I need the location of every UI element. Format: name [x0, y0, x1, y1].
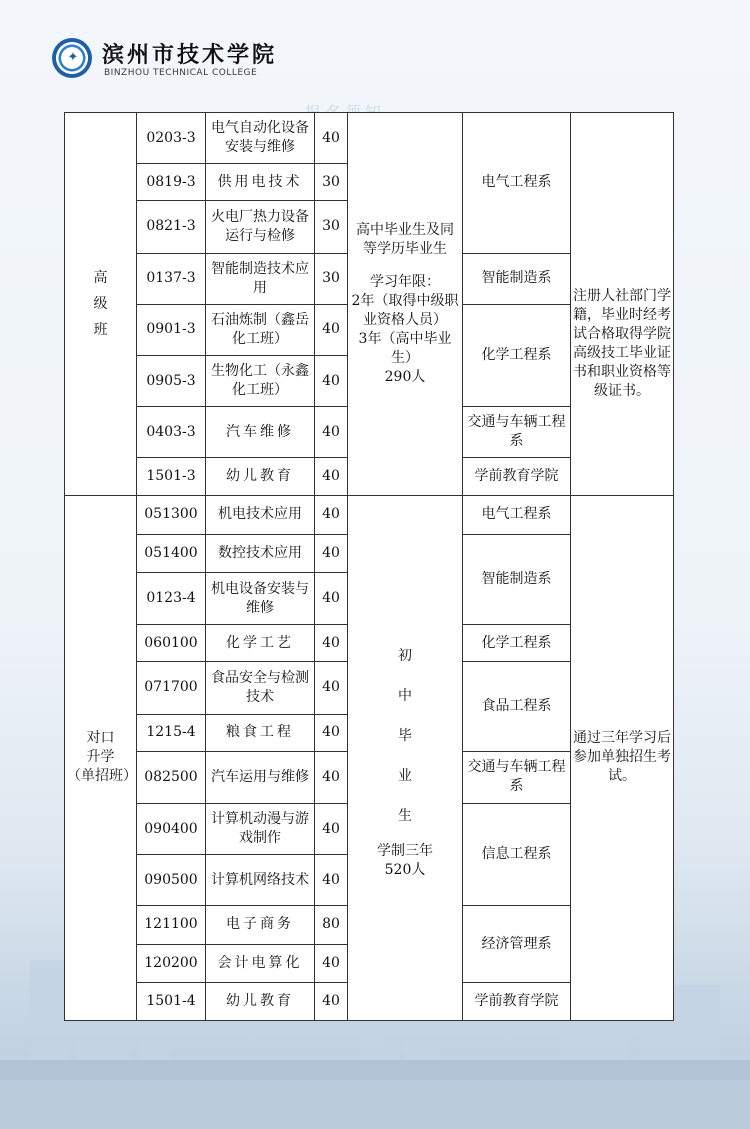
- plan-count: 40: [315, 625, 348, 662]
- school-header: [52, 38, 312, 84]
- major-code: 0403-3: [137, 407, 206, 458]
- major-code: 1215-4: [137, 714, 206, 751]
- major-name: 汽车运用与维修: [206, 751, 315, 803]
- department: 化学工程系: [463, 625, 571, 662]
- major-code: 121100: [137, 906, 206, 944]
- major-name: 生物化工（永鑫化工班）: [206, 356, 315, 407]
- category-cell: 对口 升学 （单招班）: [65, 495, 137, 1020]
- school-name: 滨州市技术学院: [102, 42, 278, 68]
- plan-count: 30: [315, 164, 348, 201]
- major-code: 0901-3: [137, 304, 206, 355]
- major-code: 060100: [137, 625, 206, 662]
- major-code: 1501-3: [137, 458, 206, 495]
- major-name: 数控技术应用: [206, 534, 315, 572]
- department: 交通与车辆工程系: [463, 751, 571, 803]
- table-row: [65, 113, 674, 164]
- department: 学前教育学院: [463, 458, 571, 495]
- major-code: 090400: [137, 803, 206, 854]
- plan-count: 40: [315, 982, 348, 1020]
- major-name: 化学工艺: [206, 625, 315, 662]
- department: 电气工程系: [463, 113, 571, 254]
- major-name: 石油炼制（鑫岳化工班）: [206, 304, 315, 355]
- department: 智能制造系: [463, 253, 571, 304]
- major-name: 会计电算化: [206, 944, 315, 982]
- department: 交通与车辆工程系: [463, 407, 571, 458]
- major-name: 电子商务: [206, 906, 315, 944]
- plan-count: 40: [315, 662, 348, 714]
- major-name: 粮食工程: [206, 714, 315, 751]
- major-code: 0821-3: [137, 201, 206, 253]
- plan-count: 40: [315, 356, 348, 407]
- major-code: 082500: [137, 751, 206, 803]
- major-name: 供用电技术: [206, 164, 315, 201]
- school-name-en: BINZHOU TECHNICAL COLLEGE: [104, 68, 258, 78]
- major-code: 0819-3: [137, 164, 206, 201]
- major-name: 机电设备安装与维修: [206, 572, 315, 624]
- department: 化学工程系: [463, 304, 571, 406]
- remark: 注册人社部门学籍，毕业时经考试合格取得学院高级技工毕业证书和职业资格等级证书。: [571, 113, 674, 496]
- major-code: 090500: [137, 855, 206, 906]
- plan-count: 40: [315, 304, 348, 355]
- major-name: 智能制造技术应用: [206, 253, 315, 304]
- major-code: 0137-3: [137, 253, 206, 304]
- plan-count: 40: [315, 495, 348, 534]
- major-code: 051300: [137, 495, 206, 534]
- plan-count: 40: [315, 572, 348, 624]
- category-cell: 高 级 班: [65, 113, 137, 496]
- department: 电气工程系: [463, 495, 571, 534]
- table-row: [65, 495, 674, 534]
- major-name: 幼儿教育: [206, 982, 315, 1020]
- major-code: 0905-3: [137, 356, 206, 407]
- major-name: 幼儿教育: [206, 458, 315, 495]
- plan-count: 40: [315, 944, 348, 982]
- department: 食品工程系: [463, 662, 571, 751]
- plan-count: 40: [315, 751, 348, 803]
- major-name: 计算机动漫与游戏制作: [206, 803, 315, 854]
- major-name: 火电厂热力设备运行与检修: [206, 201, 315, 253]
- major-name: 食品安全与检测技术: [206, 662, 315, 714]
- enrollment-table: [64, 112, 674, 1021]
- enrollment-table-container: [64, 112, 673, 1021]
- major-code: 051400: [137, 534, 206, 572]
- major-name: 汽车维修: [206, 407, 315, 458]
- plan-count: 30: [315, 253, 348, 304]
- major-code: 1501-4: [137, 982, 206, 1020]
- major-name: 机电技术应用: [206, 495, 315, 534]
- major-code: 0203-3: [137, 113, 206, 164]
- plan-count: 40: [315, 407, 348, 458]
- school-logo-icon: ✦: [52, 38, 92, 78]
- department: 经济管理系: [463, 906, 571, 982]
- major-code: 071700: [137, 662, 206, 714]
- plan-count: 40: [315, 855, 348, 906]
- department: 学前教育学院: [463, 982, 571, 1020]
- admission-requirement: 初 中 毕 业 生 学制三年 520人: [348, 495, 463, 1020]
- major-name: 计算机网络技术: [206, 855, 315, 906]
- plan-count: 40: [315, 458, 348, 495]
- department: 信息工程系: [463, 803, 571, 905]
- remark: 通过三年学习后参加单独招生考试。: [571, 495, 674, 1020]
- plan-count: 40: [315, 714, 348, 751]
- admission-requirement: 高中毕业生及同等学历毕业生 学习年限： 2年（取得中级职业资格人员） 3年（高中毕业生） 290人: [348, 113, 463, 496]
- major-code: 120200: [137, 944, 206, 982]
- plan-count: 30: [315, 201, 348, 253]
- major-code: 0123-4: [137, 572, 206, 624]
- plan-count: 80: [315, 906, 348, 944]
- plan-count: 40: [315, 534, 348, 572]
- department: 智能制造系: [463, 534, 571, 624]
- plan-count: 40: [315, 803, 348, 854]
- plan-count: 40: [315, 113, 348, 164]
- major-name: 电气自动化设备安装与维修: [206, 113, 315, 164]
